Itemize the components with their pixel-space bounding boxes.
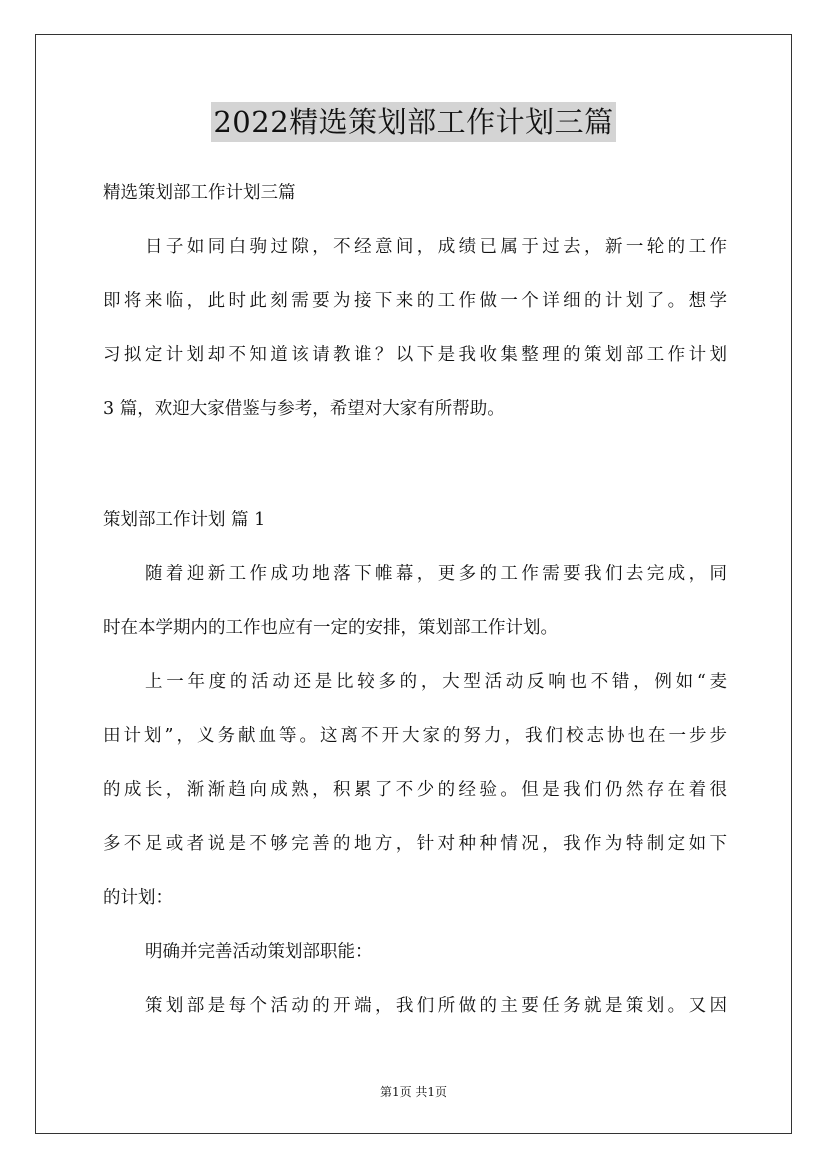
intro-line-3: 习拟定计划却不知道该请教谁？以下是我收集整理的策划部工作计划: [103, 345, 727, 365]
intro-line-4: 3 篇，欢迎大家借鉴与参考，希望对大家有所帮助。: [103, 399, 505, 419]
page-footer: 第1页 共1页: [379, 1085, 448, 1099]
para-1-line-2: 时在本学期内的工作也应有一定的安排，策划部工作计划。: [103, 618, 558, 638]
para-1-line-1: 随着迎新工作成功地落下帷幕，更多的工作需要我们去完成，同: [145, 564, 727, 584]
para-2-line-3: 的成长，渐渐趋向成熟，积累了不少的经验。但是我们仍然存在着很: [103, 780, 727, 800]
intro-line-1: 日子如同白驹过隙，不经意间，成绩已属于过去，新一轮的工作: [145, 237, 727, 257]
document-title-text: 2022精选策划部工作计划三篇: [211, 102, 615, 142]
para-3-line: 明确并完善活动策划部职能：: [145, 942, 373, 962]
para-2-line-1: 上一年度的活动还是比较多的，大型活动反响也不错，例如“麦: [145, 672, 727, 692]
document-title: [0, 102, 827, 142]
para-2-line-5: 的计划：: [103, 888, 173, 908]
document-subtitle: 精选策划部工作计划三篇: [103, 183, 296, 203]
intro-line-2: 即将来临，此时此刻需要为接下来的工作做一个详细的计划了。想学: [103, 291, 727, 311]
section-1-heading: 策划部工作计划 篇 1: [103, 510, 266, 530]
para-2-line-2: 田计划”，义务献血等。这离不开大家的努力，我们校志协也在一步步: [103, 726, 727, 746]
para-2-line-4: 多不足或者说是不够完善的地方，针对种种情况，我作为特制定如下: [103, 834, 727, 854]
para-4-line: 策划部是每个活动的开端，我们所做的主要任务就是策划。又因: [145, 996, 727, 1016]
